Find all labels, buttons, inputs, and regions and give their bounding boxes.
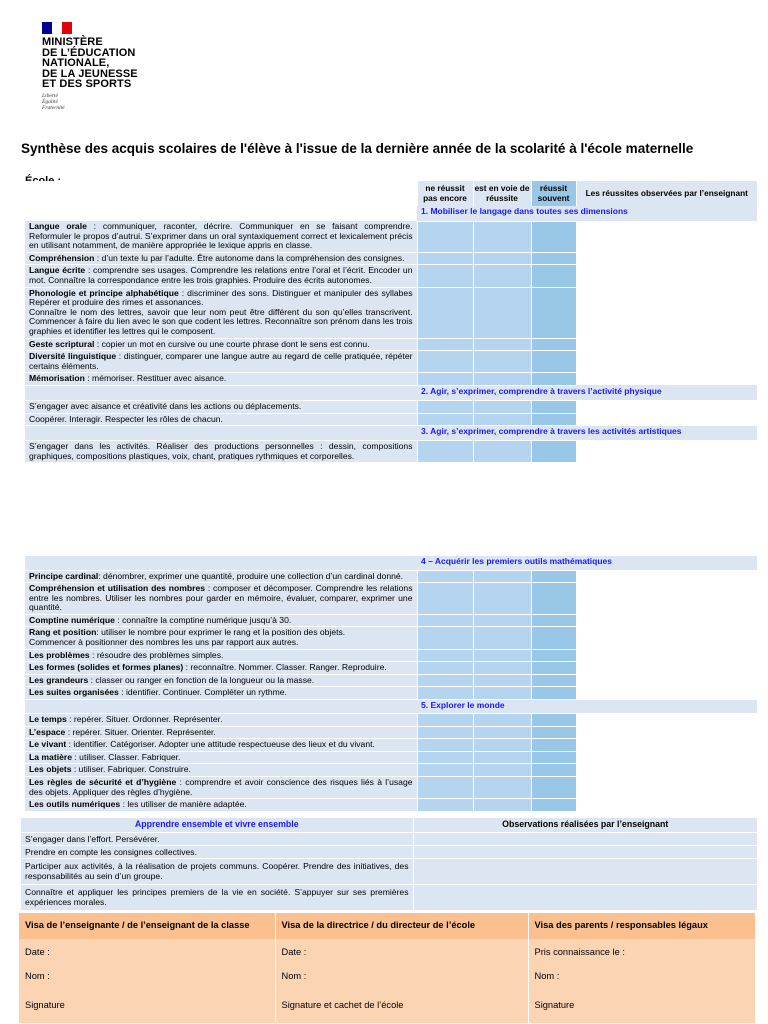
skill-text: : reconnaître. Nommer. Classer. Ranger. Reproduire. <box>183 662 387 673</box>
living-together-row <box>21 884 757 910</box>
skills-table-upper <box>25 181 757 463</box>
cell-observations[interactable] <box>576 726 757 739</box>
cell-often[interactable] <box>531 265 576 287</box>
cell-observations[interactable] <box>576 614 757 627</box>
skill-row <box>25 739 757 752</box>
skill-text: : utiliser. Fabriquer. Construire. <box>71 764 191 775</box>
cell-not-yet[interactable] <box>417 441 473 463</box>
cell-not-yet[interactable] <box>417 777 473 799</box>
skill-description <box>25 570 417 583</box>
cell-in-progress[interactable] <box>473 687 531 700</box>
living-together-item: Participer aux activités, à la réalisation de projets communs. Coopérer. Prendre des initiatives, des responsabilités au sein d’un groupe. <box>21 858 413 884</box>
skill-text: : utiliser. Classer. Fabriquer. <box>72 751 181 762</box>
skill-row <box>25 400 757 413</box>
visa-teacher-date: Date : <box>19 939 275 966</box>
cell-often[interactable] <box>531 674 576 687</box>
skill-description <box>25 726 417 739</box>
skill-name: Mémorisation <box>29 373 85 384</box>
cell-in-progress[interactable] <box>473 252 531 265</box>
skill-description <box>25 674 417 687</box>
skill-name: Les règles de sécurité et d’hygiène <box>29 777 177 787</box>
cell-often[interactable] <box>531 583 576 615</box>
skill-description <box>25 221 417 252</box>
cell-not-yet[interactable] <box>417 265 473 287</box>
living-together-observation[interactable] <box>413 845 757 858</box>
living-together-item: Connaître et appliquer les principes premiers de la vie en société. S’appuyer sur ses premières expériences morales. <box>21 884 413 910</box>
skill-text: : repérer. Situer. Ordonner. Représenter. <box>66 714 223 725</box>
cell-observations[interactable] <box>576 777 757 799</box>
cell-in-progress[interactable] <box>473 287 531 338</box>
cell-observations[interactable] <box>576 649 757 662</box>
cell-not-yet[interactable] <box>417 252 473 265</box>
cell-often[interactable] <box>531 627 576 649</box>
cell-often[interactable] <box>531 739 576 752</box>
cell-in-progress[interactable] <box>473 614 531 627</box>
skill-row <box>25 338 757 351</box>
skill-name: Les problèmes <box>29 649 90 660</box>
skill-description <box>25 627 417 649</box>
visa-director-header: Visa de la directrice / du directeur de l’école <box>275 913 528 939</box>
skill-row <box>25 687 757 700</box>
skill-row <box>25 764 757 777</box>
cell-in-progress[interactable] <box>473 338 531 351</box>
skill-description <box>25 649 417 662</box>
cell-in-progress[interactable] <box>473 662 531 675</box>
cell-in-progress[interactable] <box>473 627 531 649</box>
ministry-logo <box>42 22 138 111</box>
skill-description <box>25 373 417 386</box>
skill-description <box>25 777 417 799</box>
cell-not-yet[interactable] <box>417 764 473 777</box>
living-together-table <box>21 818 757 910</box>
cell-observations[interactable] <box>576 351 757 373</box>
living-together-row <box>21 845 757 858</box>
skill-text: : composer et décomposer. Comprendre les relations entre les nombres. Utiliser les nombres pour garder en mémoire, évaluer, comparer, exprimer une quantité. <box>29 583 413 613</box>
domain-header-4: 4 – Acquérir les premiers outils mathématiques <box>417 556 757 570</box>
cell-observations[interactable] <box>576 687 757 700</box>
cell-often[interactable] <box>531 351 576 373</box>
skill-text: : les utiliser de manière adaptée. <box>120 799 247 810</box>
skill-text: : résoudre des problèmes simples. <box>89 649 224 660</box>
cell-in-progress[interactable] <box>473 400 531 413</box>
skill-row <box>25 649 757 662</box>
visa-parents-header: Visa des parents / responsables légaux <box>528 913 755 939</box>
visa-teacher-header: Visa de l’enseignante / de l’enseignant de la classe <box>19 913 275 939</box>
cell-in-progress[interactable] <box>473 441 531 463</box>
domain-header-5: 5. Explorer le monde <box>417 700 757 714</box>
skill-description <box>25 441 417 463</box>
domain-header-1: 1. Mobiliser le langage dans toutes ses dimensions <box>417 206 757 221</box>
living-together-row <box>21 858 757 884</box>
skill-name: Les suites organisées <box>29 687 119 698</box>
cell-observations[interactable] <box>576 413 757 426</box>
cell-often[interactable] <box>531 400 576 413</box>
cell-observations[interactable] <box>576 751 757 764</box>
cell-observations[interactable] <box>576 570 757 583</box>
cell-in-progress[interactable] <box>473 351 531 373</box>
cell-often[interactable] <box>531 221 576 252</box>
cell-not-yet[interactable] <box>417 351 473 373</box>
skill-description <box>25 687 417 700</box>
cell-often[interactable] <box>531 764 576 777</box>
skill-description <box>25 799 417 812</box>
cell-in-progress[interactable] <box>473 726 531 739</box>
skill-description <box>25 739 417 752</box>
skill-name: Diversité linguistique <box>29 351 117 362</box>
cell-not-yet[interactable] <box>417 751 473 764</box>
cell-observations[interactable] <box>576 583 757 615</box>
skill-name: Comptine numérique <box>29 614 115 625</box>
cell-observations[interactable] <box>576 265 757 287</box>
cell-observations[interactable] <box>576 221 757 252</box>
cell-in-progress[interactable] <box>473 751 531 764</box>
skill-text: : distinguer, comparer une langue autre au regard de celle pratiquée, répéter certains éléments. <box>29 351 413 371</box>
living-together-observation[interactable] <box>413 884 757 910</box>
cell-in-progress[interactable] <box>473 373 531 386</box>
skill-text: : d’un texte lu par l’adulte. Être autonome dans la compréhension des consignes. <box>94 252 405 263</box>
skill-text: : identifier. Continuer. Compléter un rythme. <box>118 687 287 698</box>
skill-row <box>25 351 757 373</box>
cell-often[interactable] <box>531 799 576 812</box>
cell-observations[interactable] <box>576 252 757 265</box>
cell-not-yet[interactable] <box>417 726 473 739</box>
skill-row <box>25 614 757 627</box>
skill-row <box>25 751 757 764</box>
col-in-progress: est en voie de réussite <box>473 181 531 206</box>
skill-description <box>25 614 417 627</box>
skill-text: Coopérer. Interagir. Respecter les rôles de chacun. <box>29 413 223 424</box>
cell-not-yet[interactable] <box>417 221 473 252</box>
cell-not-yet[interactable] <box>417 373 473 386</box>
living-together-observation[interactable] <box>413 832 757 845</box>
skill-row <box>25 799 757 812</box>
teacher-observations-header: Observations réalisées par l’enseignant <box>413 818 757 832</box>
skill-text: : classer ou ranger en fonction de la longueur ou la masse. <box>88 674 315 685</box>
cell-in-progress[interactable] <box>473 777 531 799</box>
visa-parents-signature: Signature <box>528 988 755 1023</box>
cell-not-yet[interactable] <box>417 570 473 583</box>
skill-description <box>25 400 417 413</box>
skill-row <box>25 252 757 265</box>
skills-table-lower <box>25 556 757 812</box>
skill-text: : dénombrer, exprimer une quantité, produire une collection d’un cardinal donné. <box>98 570 404 581</box>
cell-in-progress[interactable] <box>473 649 531 662</box>
skill-name: Principe cardinal <box>29 570 99 581</box>
skill-description <box>25 413 417 426</box>
cell-observations[interactable] <box>576 662 757 675</box>
skill-description <box>25 764 417 777</box>
flag-icon <box>42 22 72 34</box>
skill-row <box>25 265 757 287</box>
cell-in-progress[interactable] <box>473 714 531 727</box>
cell-in-progress[interactable] <box>473 799 531 812</box>
cell-observations[interactable] <box>576 287 757 338</box>
visa-parents-date: Pris connaissance le : <box>528 939 755 966</box>
skill-description <box>25 714 417 727</box>
living-together-header: Apprendre ensemble et vivre ensemble <box>21 818 413 832</box>
cell-not-yet[interactable] <box>417 583 473 615</box>
skill-name: Phonologie et principe alphabétique <box>29 287 179 298</box>
skill-row <box>25 287 757 338</box>
skill-name: Le vivant <box>29 739 67 750</box>
skill-name: Le temps <box>29 714 67 725</box>
skill-description <box>25 265 417 287</box>
skill-name: Les outils numériques <box>29 799 121 810</box>
cell-observations[interactable] <box>576 674 757 687</box>
skill-description <box>25 338 417 351</box>
skill-row <box>25 627 757 649</box>
cell-often[interactable] <box>531 570 576 583</box>
cell-not-yet[interactable] <box>417 649 473 662</box>
visa-director-name: Nom : <box>275 966 528 988</box>
cell-observations[interactable] <box>576 441 757 463</box>
cell-often[interactable] <box>531 662 576 675</box>
cell-not-yet[interactable] <box>417 338 473 351</box>
skill-row <box>25 373 757 386</box>
living-together-item: Prendre en compte les consignes collectives. <box>21 845 413 858</box>
skill-row <box>25 570 757 583</box>
living-together-row <box>21 832 757 845</box>
visa-director-signature: Signature et cachet de l’école <box>275 988 528 1023</box>
col-not-yet: ne réussit pas encore <box>417 181 473 206</box>
cell-observations[interactable] <box>576 714 757 727</box>
visa-parents-name: Nom : <box>528 966 755 988</box>
cell-often[interactable] <box>531 649 576 662</box>
visa-table <box>19 913 755 1023</box>
cell-often[interactable] <box>531 441 576 463</box>
skill-row <box>25 726 757 739</box>
cell-observations[interactable] <box>576 400 757 413</box>
skill-name: Les formes (solides et formes planes) <box>29 662 184 673</box>
skill-text: : repérer. Situer. Orienter. Représenter. <box>65 726 216 737</box>
cell-often[interactable] <box>531 287 576 338</box>
living-together-observation[interactable] <box>413 858 757 884</box>
domain-header-3: 3. Agir, s’exprimer, comprendre à travers les activités artistiques <box>417 426 757 441</box>
skill-description <box>25 351 417 373</box>
skill-name: Compréhension et utilisation des nombres <box>29 583 206 594</box>
cell-often[interactable] <box>531 687 576 700</box>
skill-text: S’engager dans les activités. Réaliser des productions personnelles : dessin, compositions graphiques, compositions plastiques, voix, chant, pratiques rythmiques et corporelles. <box>29 441 413 461</box>
visa-director-date: Date : <box>275 939 528 966</box>
republic-motto: Liberté Égalité Fraternité <box>42 92 65 111</box>
col-often: réussit souvent <box>531 181 576 206</box>
cell-often[interactable] <box>531 252 576 265</box>
cell-not-yet[interactable] <box>417 614 473 627</box>
skill-row <box>25 662 757 675</box>
cell-not-yet[interactable] <box>417 413 473 426</box>
skill-description <box>25 751 417 764</box>
skill-text: : utiliser le nombre pour exprimer le rang et la position des objets. Commencer à positionner des nombres les uns par rapport aux autres. <box>29 627 346 648</box>
cell-in-progress[interactable] <box>473 583 531 615</box>
ministry-name: MINISTÈRE DE L’ÉDUCATION NATIONALE, DE LA JEUNESSE ET DES SPORTS <box>42 36 138 90</box>
skill-text: S’engager avec aisance et créativité dans les actions ou déplacements. <box>29 400 302 411</box>
cell-often[interactable] <box>531 614 576 627</box>
skill-text: : identifier. Catégoriser. Adopter une attitude respectueuse des lieux et du vivant. <box>66 739 375 750</box>
cell-often[interactable] <box>531 751 576 764</box>
skill-name: Compréhension <box>29 252 95 263</box>
skill-text: : discriminer des sons. Distinguer et manipuler des syllabes Repérer et produire des rimes et assonances. Connaître le nom des lettres, savoir que leur nom peut être différent du son qu’elles transcrivent. Commencer à faire du lien avec le son que codent les lettres. Reconnaître son prénom dans les trois graphies et identifier les lettres qui le composent. <box>29 287 413 336</box>
skill-name: Les objets <box>29 764 72 775</box>
skill-name: La matière <box>29 751 72 762</box>
cell-in-progress[interactable] <box>473 265 531 287</box>
skill-text: : mémoriser. Restituer avec aisance. <box>84 373 227 384</box>
cell-not-yet[interactable] <box>417 799 473 812</box>
skill-row <box>25 777 757 799</box>
cell-observations[interactable] <box>576 764 757 777</box>
skill-text: : comprendre et avoir conscience des risques liés à l’usage des objets. Appliquer des règles d’hygiène. <box>29 777 413 797</box>
skill-text: : connaître la comptine numérique jusqu’à 30. <box>114 614 292 625</box>
col-observed: Les réussites observées par l’enseignant <box>576 181 757 206</box>
page-title: Synthèse des acquis scolaires de l'élève à l'issue de la dernière année de la scolarité à l'école maternelle <box>21 141 694 156</box>
skill-name: Les grandeurs <box>29 674 89 685</box>
cell-often[interactable] <box>531 373 576 386</box>
skill-name: Geste scriptural <box>29 338 95 349</box>
skill-text: : communiquer, raconter, décrire. Communiquer en se faisant comprendre. Reformuler le propos d’autrui. S’exprimer dans un oral syntaxiquement correct et lexicalement précis en utilisant notamment, de manière appropriée le lexique appris en classe. <box>29 221 413 251</box>
skill-description <box>25 583 417 615</box>
visa-teacher-name: Nom : <box>19 966 275 988</box>
cell-observations[interactable] <box>576 373 757 386</box>
skill-name: Rang et position <box>29 627 97 638</box>
cell-in-progress[interactable] <box>473 221 531 252</box>
cell-observations[interactable] <box>576 739 757 752</box>
skill-row <box>25 674 757 687</box>
cell-in-progress[interactable] <box>473 413 531 426</box>
skill-text: : copier un mot en cursive ou une courte phrase dont le sens est connu. <box>94 338 370 349</box>
cell-not-yet[interactable] <box>417 287 473 338</box>
skill-description <box>25 252 417 265</box>
cell-not-yet[interactable] <box>417 714 473 727</box>
cell-often[interactable] <box>531 726 576 739</box>
cell-not-yet[interactable] <box>417 627 473 649</box>
skill-row <box>25 413 757 426</box>
skill-row <box>25 441 757 463</box>
skill-name: Langue orale <box>29 221 87 231</box>
cell-observations[interactable] <box>576 627 757 649</box>
cell-not-yet[interactable] <box>417 739 473 752</box>
cell-in-progress[interactable] <box>473 764 531 777</box>
cell-observations[interactable] <box>576 338 757 351</box>
skill-text: : comprendre ses usages. Comprendre les relations entre l’oral et l’écrit. Encoder un mot. Connaître la correspondance entre les trois graphies. Produire des écrits autonomes. <box>29 265 413 285</box>
cell-not-yet[interactable] <box>417 662 473 675</box>
cell-not-yet[interactable] <box>417 687 473 700</box>
cell-in-progress[interactable] <box>473 674 531 687</box>
cell-observations[interactable] <box>576 799 757 812</box>
cell-not-yet[interactable] <box>417 400 473 413</box>
skill-description <box>25 662 417 675</box>
cell-often[interactable] <box>531 714 576 727</box>
skill-row <box>25 583 757 615</box>
cell-in-progress[interactable] <box>473 739 531 752</box>
cell-in-progress[interactable] <box>473 570 531 583</box>
skill-row <box>25 714 757 727</box>
cell-often[interactable] <box>531 338 576 351</box>
skill-name: L’espace <box>29 726 66 737</box>
skill-row <box>25 221 757 252</box>
living-together-item: S’engager dans l’effort. Persévérer. <box>21 832 413 845</box>
cell-often[interactable] <box>531 413 576 426</box>
visa-teacher-signature: Signature <box>19 988 275 1023</box>
skill-name: Langue écrite <box>29 265 86 276</box>
cell-not-yet[interactable] <box>417 674 473 687</box>
skill-description <box>25 287 417 338</box>
cell-often[interactable] <box>531 777 576 799</box>
domain-header-2: 2. Agir, s’exprimer, comprendre à travers l’activité physique <box>417 385 757 400</box>
